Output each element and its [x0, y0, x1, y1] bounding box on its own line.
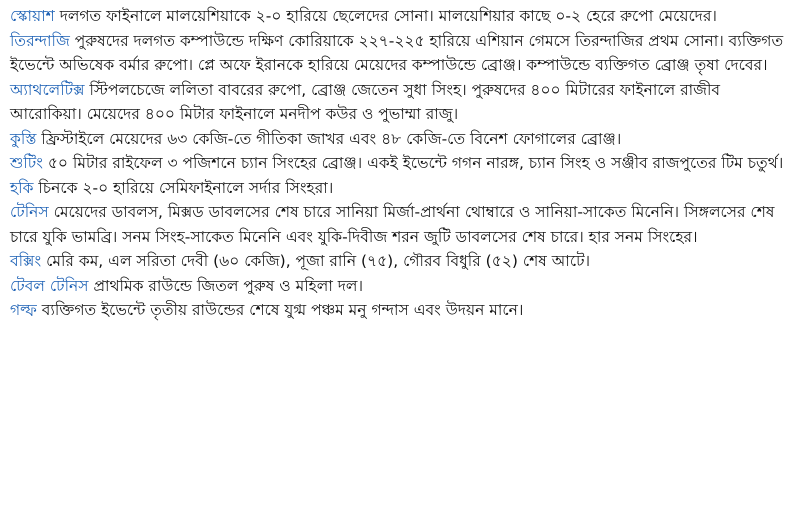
result-text: পুরুষদের দলগত কম্পাউন্ডে দক্ষিণ কোরিয়াকে ২২৭-২২৫ হারিয়ে এশিয়ান গেমসে তিরন্দাজির প্রথম সোনা। ব্যক্তিগত ইভেন্টে অভিষেক বর্মার রুপো। প্লে অফে ইরানকে হারিয়ে মেয়েদের কম্পাউন্ডে ব্রোঞ্জ। কম্পাউন্ডে ব্যক্তিগত ব্রোঞ্জ তৃষা দেবের। [10, 31, 784, 74]
result-entry-table-tennis [10, 274, 794, 299]
sports-results-list [10, 4, 794, 323]
result-text: স্টিপলচেজে ললিতা বাবরের রুপো, ব্রোঞ্জ জেতেন সুধা সিংহ। পুরুষদের ৪০০ মিটারের ফাইনালে রাজীব আরোকিয়া। মেয়েদের ৪০০ মিটার ফাইনালে মনদীপ কউর ও পুভাম্মা রাজু। [10, 80, 721, 123]
sport-label: তিরন্দাজি [10, 31, 70, 50]
sport-label: বক্সিং [10, 252, 42, 270]
sport-label: শুটিং [10, 154, 43, 172]
result-text: প্রাথমিক রাউন্ডে জিতল পুরুষ ও মহিলা দল। [93, 276, 363, 295]
result-text: ব্যক্তিগত ইভেন্টে তৃতীয় রাউন্ডের শেষে যুগ্ম পঞ্চম মনু গন্দাস এবং উদয়ন মানে। [41, 301, 524, 319]
result-entry-wrestling [10, 127, 794, 152]
result-entry-squash [10, 4, 794, 29]
result-text: মেরি কম, এল সরিতা দেবী (৬০ কেজি), পূজা রানি (৭৫), গৌরব বিধুরি (৫২) শেষ আটে। [46, 252, 591, 270]
result-entry-golf [10, 298, 794, 323]
result-text: ফ্রিস্টাইলে মেয়েদের ৬৩ কেজি-তে গীতিকা জাখর এবং ৪৮ কেজি-তে বিনেশ ফোগালের ব্রোঞ্জ। [41, 129, 622, 148]
sport-label: অ্যাথলেটিক্স [10, 80, 85, 99]
result-text: চিনকে ২-০ হারিয়ে সেমিফাইনালে সর্দার সিংহরা। [38, 178, 334, 197]
sport-label: টেবল টেনিস [10, 276, 89, 295]
result-text: মেয়েদের ডাবলস, মিক্সড ডাবলসের শেষ চারে সানিয়া মির্জা-প্রার্থনা থোম্বারে ও সানিয়া-সাকেত মিনেনি। সিঙ্গলসের শেষ চারে যুকি ভামব্রি। সনম সিংহ-সাকেত মিনেনি এবং যুকি-দিবীজ শরন জুটি ডাবলসের শেষ চারে। হার সনম সিংহের। [10, 203, 775, 246]
sport-label: গল্ফ [10, 301, 37, 319]
sport-label: হকি [10, 178, 34, 197]
result-entry-archery [10, 29, 794, 78]
result-entry-tennis [10, 200, 794, 249]
sport-label: স্কোয়াশ [10, 7, 55, 25]
sport-label: টেনিস [10, 203, 49, 221]
result-entry-shooting [10, 151, 794, 176]
result-entry-hockey [10, 176, 794, 201]
result-text: দলগত ফাইনালে মালয়েশিয়াকে ২-০ হারিয়ে ছেলেদের সোনা। মালয়েশিয়ার কাছে ০-২ হেরে রুপো মেয়েদের। [59, 7, 717, 25]
result-text: ৫০ মিটার রাইফেল ৩ পজিশনে চ্যান সিংহের ব্রোঞ্জ। একই ইভেন্টে গগন নারঙ্গ, চ্যান সিংহ ও সঞ্জীব রাজপুতের টিম চতুর্থ। [47, 154, 784, 172]
result-entry-athletics [10, 78, 794, 127]
sport-label: কুস্তি [10, 129, 37, 148]
result-entry-boxing [10, 249, 794, 274]
